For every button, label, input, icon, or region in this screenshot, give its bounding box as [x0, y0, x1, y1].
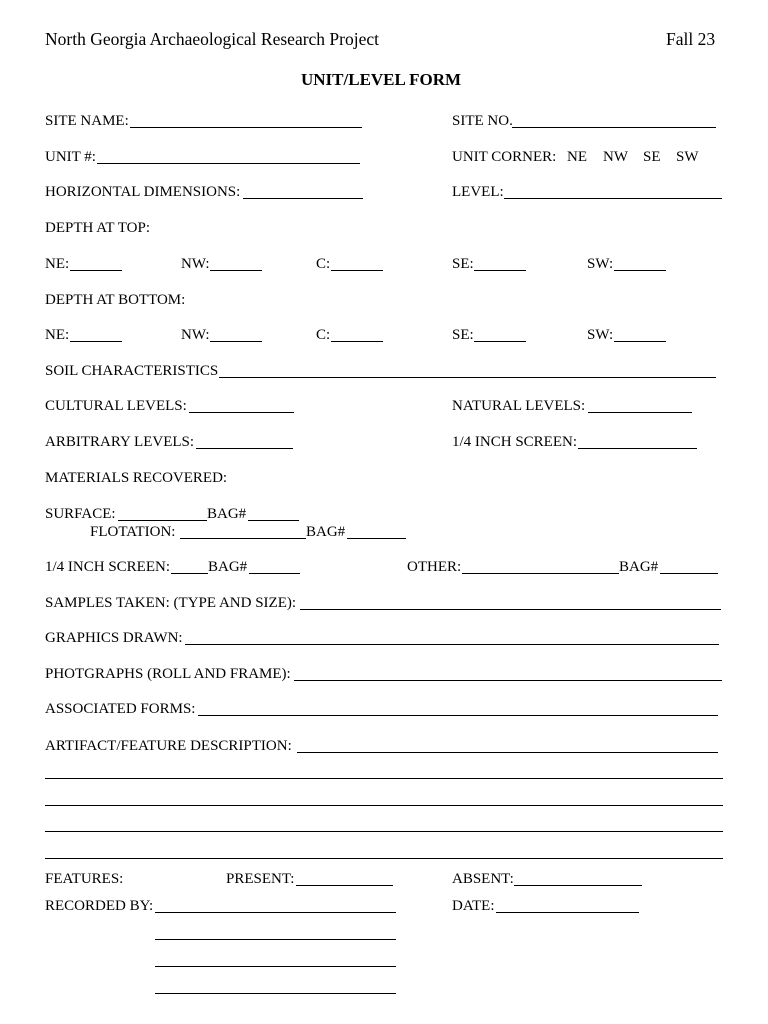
top-c-label: C:: [316, 256, 331, 272]
surface-bag-field[interactable]: [248, 520, 299, 521]
description-line[interactable]: [45, 831, 723, 832]
site-no-label: SITE NO.: [452, 113, 513, 129]
depth-at-bottom-label: DEPTH AT BOTTOM:: [45, 292, 186, 308]
screen-bag-field[interactable]: [249, 573, 300, 574]
top-ne-field[interactable]: [70, 270, 122, 271]
recorded-by-field[interactable]: [155, 912, 396, 913]
level-field[interactable]: [504, 198, 722, 199]
samples-taken-label: SAMPLES TAKEN: (TYPE AND SIZE):: [45, 595, 297, 611]
date-field[interactable]: [496, 912, 639, 913]
recorded-by-label: RECORDED BY:: [45, 898, 154, 914]
other-field[interactable]: [462, 573, 619, 574]
screen-label: 1/4 INCH SCREEN:: [45, 559, 171, 575]
materials-recovered-label: MATERIALS RECOVERED:: [45, 470, 228, 486]
recorded-by-line[interactable]: [155, 939, 396, 940]
depth-at-top-label: DEPTH AT TOP:: [45, 220, 151, 236]
top-c-field[interactable]: [331, 270, 383, 271]
site-name-label: SITE NAME:: [45, 113, 129, 129]
unit-corner-label: UNIT CORNER:: [452, 149, 557, 165]
other-label: OTHER:: [407, 559, 462, 575]
soil-characteristics-field[interactable]: [219, 377, 716, 378]
site-no-field[interactable]: [512, 127, 716, 128]
top-nw-label: NW:: [181, 256, 210, 272]
date-label: DATE:: [452, 898, 495, 914]
artifact-feature-description-label: ARTIFACT/FEATURE DESCRIPTION:: [45, 738, 292, 754]
bottom-nw-field[interactable]: [210, 341, 262, 342]
photographs-label: PHOTGRAPHS (ROLL AND FRAME):: [45, 666, 291, 682]
arbitrary-levels-field[interactable]: [196, 448, 293, 449]
artifact-feature-description-field[interactable]: [297, 752, 718, 753]
recorded-by-line[interactable]: [155, 966, 396, 967]
natural-levels-field[interactable]: [588, 412, 692, 413]
unit-no-label: UNIT #:: [45, 149, 96, 165]
surface-bag-label: BAG#: [207, 506, 247, 522]
samples-taken-field[interactable]: [300, 609, 721, 610]
term-label: Fall 23: [666, 29, 716, 49]
unit-no-field[interactable]: [97, 163, 360, 164]
flotation-bag-label: BAG#: [306, 524, 346, 540]
corner-option-nw[interactable]: NW: [603, 149, 628, 165]
graphics-drawn-label: GRAPHICS DRAWN:: [45, 630, 183, 646]
form-title: UNIT/LEVEL FORM: [301, 70, 462, 89]
flotation-bag-field[interactable]: [347, 538, 406, 539]
top-sw-field[interactable]: [614, 270, 666, 271]
cultural-levels-field[interactable]: [189, 412, 294, 413]
top-se-label: SE:: [452, 256, 474, 272]
description-line[interactable]: [45, 805, 723, 806]
surface-field[interactable]: [118, 520, 207, 521]
bottom-sw-field[interactable]: [614, 341, 666, 342]
associated-forms-field[interactable]: [198, 715, 718, 716]
quarter-inch-screen-label: 1/4 INCH SCREEN:: [452, 434, 578, 450]
other-bag-field[interactable]: [660, 573, 718, 574]
graphics-drawn-field[interactable]: [185, 644, 719, 645]
bottom-nw-label: NW:: [181, 327, 210, 343]
surface-label: SURFACE:: [45, 506, 116, 522]
quarter-inch-screen-field[interactable]: [578, 448, 697, 449]
corner-option-se[interactable]: SE: [643, 149, 661, 165]
features-label: FEATURES:: [45, 871, 124, 887]
soil-characteristics-label: SOIL CHARACTERISTICS: [45, 363, 219, 379]
horizontal-dimensions-field[interactable]: [243, 198, 363, 199]
horizontal-dimensions-label: HORIZONTAL DIMENSIONS:: [45, 184, 241, 200]
natural-levels-label: NATURAL LEVELS:: [452, 398, 586, 414]
site-name-field[interactable]: [130, 127, 362, 128]
bottom-sw-label: SW:: [587, 327, 614, 343]
absent-field[interactable]: [514, 885, 642, 886]
bottom-ne-field[interactable]: [70, 341, 122, 342]
bottom-c-field[interactable]: [331, 341, 383, 342]
arbitrary-levels-label: ARBITRARY LEVELS:: [45, 434, 195, 450]
flotation-field[interactable]: [180, 538, 306, 539]
associated-forms-label: ASSOCIATED FORMS:: [45, 701, 196, 717]
present-field[interactable]: [296, 885, 393, 886]
recorded-by-line[interactable]: [155, 993, 396, 994]
top-se-field[interactable]: [474, 270, 526, 271]
top-nw-field[interactable]: [210, 270, 262, 271]
corner-option-sw[interactable]: SW: [676, 149, 699, 165]
bottom-se-field[interactable]: [474, 341, 526, 342]
absent-label: ABSENT:: [452, 871, 514, 887]
cultural-levels-label: CULTURAL LEVELS:: [45, 398, 187, 414]
flotation-label: FLOTATION:: [90, 524, 176, 540]
project-name: North Georgia Archaeological Research Project: [45, 29, 379, 49]
screen-bag-label: BAG#: [208, 559, 248, 575]
other-bag-label: BAG#: [619, 559, 659, 575]
description-line[interactable]: [45, 858, 723, 859]
screen-field[interactable]: [171, 573, 208, 574]
level-label: LEVEL:: [452, 184, 504, 200]
corner-option-ne[interactable]: NE: [567, 149, 587, 165]
bottom-se-label: SE:: [452, 327, 474, 343]
photographs-field[interactable]: [294, 680, 722, 681]
top-sw-label: SW:: [587, 256, 614, 272]
description-line[interactable]: [45, 778, 723, 779]
top-ne-label: NE:: [45, 256, 70, 272]
bottom-c-label: C:: [316, 327, 331, 343]
present-label: PRESENT:: [226, 871, 295, 887]
bottom-ne-label: NE:: [45, 327, 70, 343]
